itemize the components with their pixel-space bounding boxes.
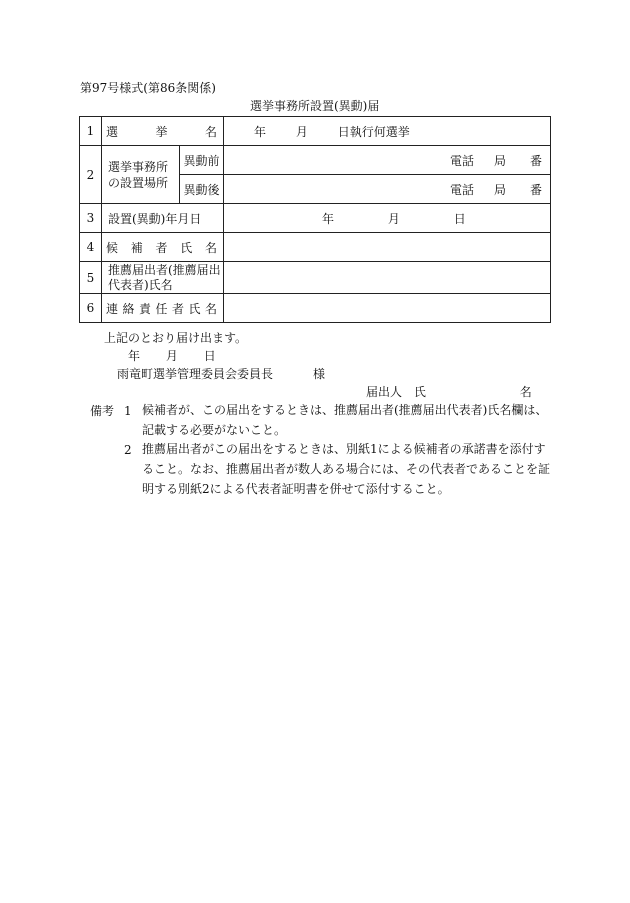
note-2-text: 推薦届出者がこの届出をするときは、別紙1による候補者の承諾書を添付すること。なお、推薦届出者が数人ある場合には、その代表者であることを証明する別紙2による代表者証明書を併せて添付すること。 — [142, 442, 551, 496]
label-establish-date: 設置(異動)年月日 — [102, 204, 224, 233]
note-2-number: 2 — [124, 443, 132, 457]
label-before-change: 異動前 — [180, 146, 224, 175]
label-after-change: 異動後 — [180, 175, 224, 204]
value-location-after[interactable]: 電話 局 番 — [224, 175, 551, 204]
value-contact-person[interactable] — [224, 294, 551, 323]
form-number: 第97号様式(第86条関係) — [80, 81, 216, 95]
value-candidate-name[interactable] — [224, 233, 551, 262]
submission-date: 年 月 日 — [128, 349, 216, 363]
row-election-name — [80, 117, 551, 146]
row-establish-date — [80, 204, 551, 233]
value-establish-date[interactable]: 年 月 日 — [224, 204, 551, 233]
row-contact-person — [80, 294, 551, 323]
row-candidate-name — [80, 233, 551, 262]
value-location-before[interactable]: 電話 局 番 — [224, 146, 551, 175]
document-title: 選挙事務所設置(異動)届 — [250, 99, 380, 113]
label-contact-person: 連 絡 責 任 者 氏 名 — [102, 294, 224, 323]
form-table — [79, 116, 551, 323]
row-number: 2 — [80, 146, 102, 204]
row-number: 5 — [80, 262, 102, 294]
row-number: 4 — [80, 233, 102, 262]
value-election-name[interactable]: 年 月 日執行何選挙 — [224, 117, 551, 146]
notes-label: 備考 — [90, 404, 115, 418]
note-1-number: 1 — [124, 404, 132, 418]
row-recommender-name — [80, 262, 551, 294]
label-recommender-name: 推薦届出者(推薦届出代表者)氏名 — [102, 262, 224, 294]
row-number: 1 — [80, 117, 102, 146]
label-office-location: 選挙事務所の設置場所 — [102, 146, 180, 204]
row-location-before — [80, 146, 551, 175]
row-number: 3 — [80, 204, 102, 233]
label-candidate-name: 候 補 者 氏 名 — [102, 233, 224, 262]
statement: 上記のとおり届け出ます。 — [104, 331, 248, 345]
note-1-text: 候補者が、この届出をするときは、推薦届出者(推薦届出代表者)氏名欄は、記載する必要がないこと。 — [142, 403, 548, 437]
honorific: 様 — [313, 367, 326, 381]
addressee: 雨竜町選挙管理委員会委員長 — [117, 367, 274, 381]
label-election-name: 選 挙 名 — [102, 117, 224, 146]
row-number: 6 — [80, 294, 102, 323]
applicant-line: 届出人 氏 名 — [366, 385, 532, 399]
value-recommender-name[interactable] — [224, 262, 551, 294]
